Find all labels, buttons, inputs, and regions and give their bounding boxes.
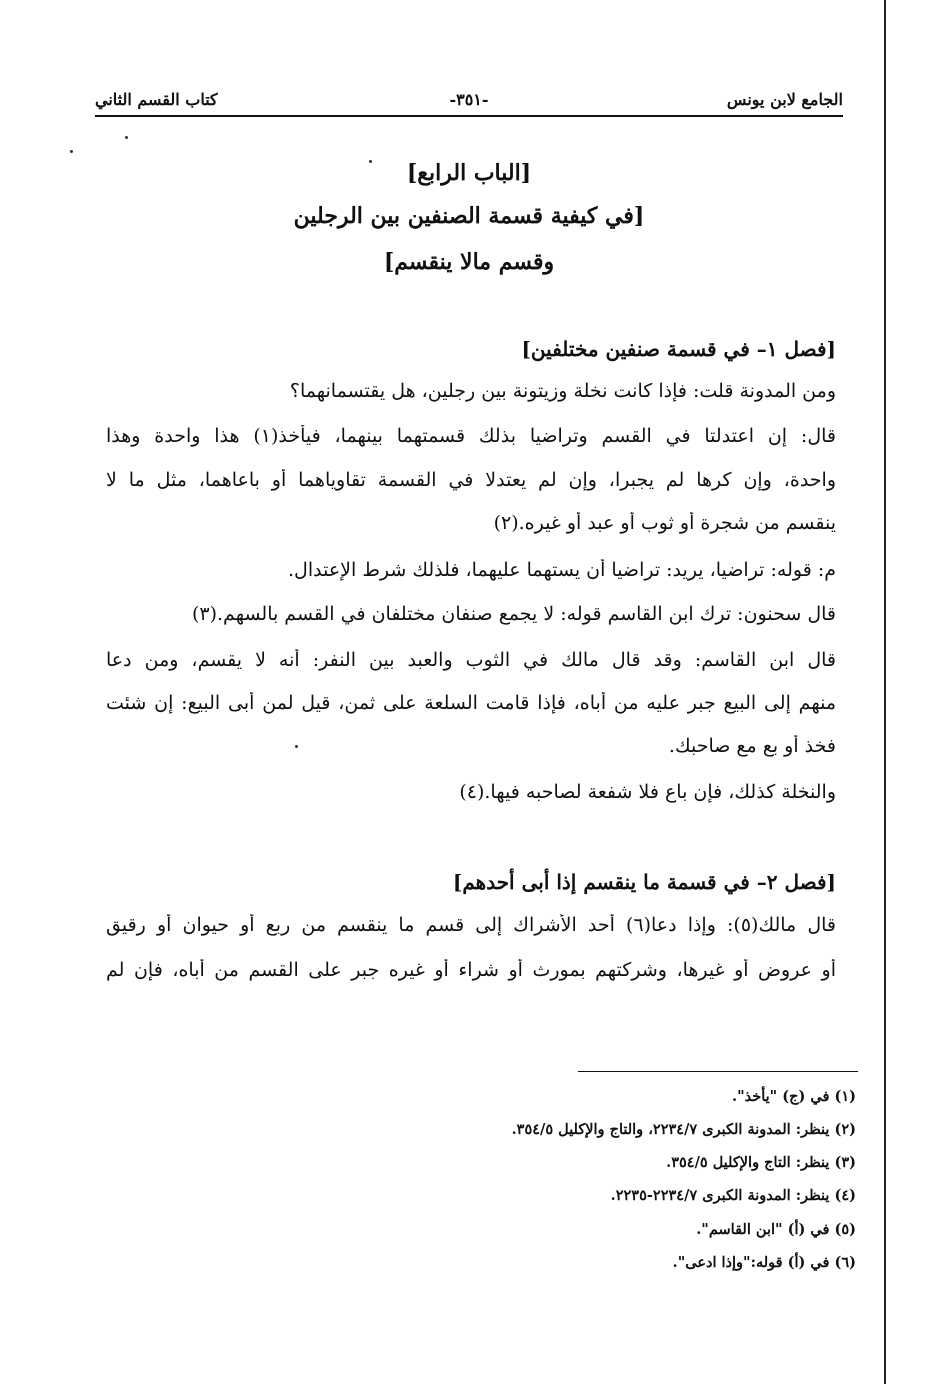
section-1-heading: [فصل ١– في قسمة صنفين مختلفين] [521, 337, 836, 361]
footnote: (١) في (ج) "يأخذ". [732, 1088, 856, 1105]
running-header [95, 86, 843, 114]
paragraph-line: فخذ أو بع مع صاحبك. [668, 735, 836, 757]
paragraph-line: والنخلة كذلك، فإن باع فلا شفعة لصاحبه فيها.(٤) [459, 781, 836, 803]
paragraph-line: ينقسم من شجرة أو ثوب أو عبد أو غيره.(٢) [493, 512, 836, 534]
paragraph-line: م: قوله: تراضيا، يريد: تراضيا أن يستهما عليهما، فلذلك شرط الإعتدال. [288, 559, 836, 581]
chapter-subtitle-2: وقسم مالا ينقسم] [383, 249, 555, 275]
speck [70, 150, 73, 153]
footnote: (٢) ينظر: المدونة الكبرى ٢٢٣٤/٧، والتاج والإكليل ٣٥٤/٥. [511, 1121, 856, 1138]
paragraph-line: منهم إلى البيع جبر عليه من أباه، فإذا قامت السلعة على ثمن، قيل لمن أبى البيع: إن شئت [106, 692, 836, 714]
header-chapter-title: كتاب القسم الثاني [95, 90, 218, 109]
paragraph-line: قال ابن القاسم: وقد قال مالك في الثوب والعبد بين النفر: أنه لا يقسم، ومن دعا [106, 649, 836, 671]
page-number: -٣٥١- [449, 90, 489, 109]
speck [295, 745, 298, 748]
section-2-heading: [فصل ٢– في قسمة ما ينقسم إذا أبى أحدهم] [452, 870, 836, 894]
paragraph-line: ومن المدونة قلت: فإذا كانت نخلة وزيتونة بين رجلين، هل يقتسمانهما؟ [289, 380, 836, 402]
paragraph-line: قال مالك(٥): وإذا دعا(٦) أحد الأشراك إلى قسم ما ينقسم من ربع أو حيوان أو رقيق [106, 914, 836, 936]
footnote: (٣) ينظر: التاج والإكليل ٣٥٤/٥. [666, 1154, 856, 1171]
chapter-subtitle: [في كيفية قسمة الصنفين بين الرجلين [293, 203, 645, 229]
paragraph-line: قال: إن اعتدلتا في القسم وتراضيا بذلك قسمتهما بينهما، فيأخذ(١) هذا واحدة وهذا [106, 425, 836, 447]
paragraph-line: قال سحنون: ترك ابن القاسم قوله: لا يجمع صنفان مختلفان في القسم بالسهم.(٣) [191, 603, 836, 625]
footnote: (٦) في (أ) قوله:"وإذا ادعى". [672, 1254, 856, 1271]
paragraph-line: واحدة، وإن كرها لم يجبرا، وإن لم يعتدلا في القسمة تقاوياهما أو باعاهما، مثل ما لا [106, 469, 836, 491]
header-rule [95, 115, 843, 117]
footnote: (٤) ينظر: المدونة الكبرى ٢٢٣٤/٧-٢٢٣٥. [610, 1187, 856, 1204]
page-edge-line [884, 0, 886, 1384]
header-book-title: الجامع لابن يونس [726, 90, 843, 109]
speck [125, 136, 128, 139]
footnote-rule [578, 1071, 858, 1072]
paragraph-line: أو عروض أو غيرها، وشركتهم بمورث أو شراء أو غيره جبر على القسم من أباه، فإن لم [106, 959, 836, 981]
chapter-title: [الباب الرابع] [406, 160, 532, 186]
footnote: (٥) في (أ) "ابن القاسم". [696, 1221, 856, 1238]
